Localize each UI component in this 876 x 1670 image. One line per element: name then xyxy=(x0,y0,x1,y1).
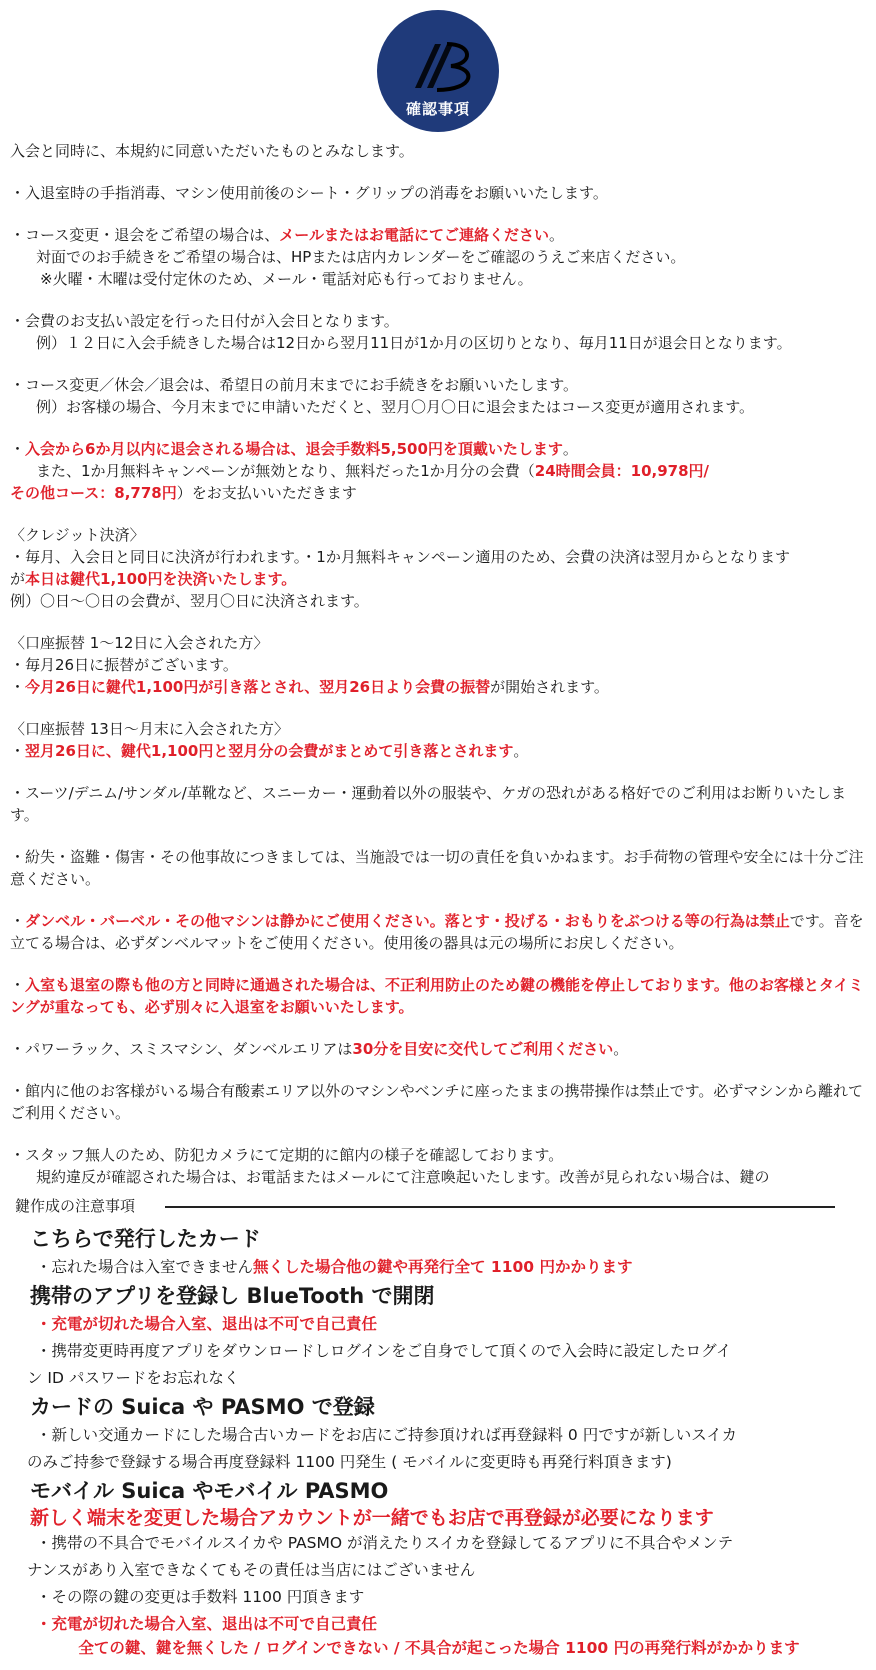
app-key-block: 携帯のアプリを登録し BlueTooth で開閉 ・充電が切れた場合入室、退出は不可で自己責任 ・携帯変更時再度アプリをダウンロードしログインをご自身でして頂くので入会時に設定したログイ ン ID パスワードをお忘れなく xyxy=(30,1281,840,1392)
dress-code-rule: ・スーツ/デニム/サンダル/革靴など、スニーカー・運動着以外の服装や、ケガの恐れがある格好でのご利用はお断りいたします。 xyxy=(10,784,846,824)
mobile-suica-block: モバイル Suica やモバイル PASMO 新しく端末を変更した場合アカウントが一緒でもお店で再登録が必要になります ・携帯の不具合でモバイルスイカや PASMO が消えたりスイカを登録してるアプリに不具合やメンテ ナンスがあり入室できなくてもその責任は当店にはございません ・その際の鍵の変更は手数料 1100 円頂きます ・充電が切れた場合入室、退出は不可で自己責任 xyxy=(30,1476,840,1638)
transfer-early-highlight: 今月26日に鍵代1,100円が引き落とされ、翌月26日より会費の振替 xyxy=(25,678,491,696)
tailgate-highlight: 入室も退室の際も他の方と同時に通過された場合は、不正利用防止のため鍵の機能を停止しております。他のお客様とタイミングが重なっても、必ず別々に入退室をお願いいたします。 xyxy=(10,976,864,1016)
early-cancel-rule: ・入会から6か月以内に退会される場合は、退会手数料5,500円を頂戴いたします。 また、1か月無料キャンペーンが無効となり、無料だった1か月分の会費（24時間会員：10,978円/ その他コース：8,778円）をお支払いいただきます xyxy=(10,440,710,502)
key-notes xyxy=(27,1224,840,1638)
fee-other-highlight: その他コース：8,778円 xyxy=(10,484,177,502)
key-card-fee-highlight: 無くした場合他の鍵や再発行全て 1100 円かかります xyxy=(253,1258,633,1276)
fee-24h-highlight: 24時間会員：10,978円/ xyxy=(534,462,710,480)
quiet-highlight: ダンベル・バーベル・その他マシンは静かにご使用ください。落とす・投げる・おもりをぶつける等の行為は禁止 xyxy=(25,912,790,930)
transfer-late-highlight: 翌月26日に、鍵代1,100円と翌月分の会費がまとめて引き落とされます xyxy=(25,742,514,760)
disinfect-rule: ・入退室時の手指消毒、マシン使用前後のシート・グリップの消毒をお願いいたします。 xyxy=(10,184,608,202)
cancel-fee-highlight: 入会から6か月以内に退会される場合は、退会手数料5,500円を頂戴いたします xyxy=(25,440,563,458)
contact-highlight: メールまたはお電話にてご連絡ください xyxy=(279,226,549,244)
key-fee-highlight: 本日は鍵代1,100円を決済いたします。 xyxy=(25,570,297,588)
reissue-fee-notice: 全ての鍵、鍵を無くした / ログインできない / 不具合が起こった場合 1100 円の再発行料がかかります xyxy=(78,1639,800,1657)
mobile-battery-warning: ・充電が切れた場合入室、退出は不可で自己責任 xyxy=(36,1615,378,1633)
rack-time-highlight: 30分を目安に交代してご利用ください xyxy=(352,1040,614,1058)
suica-card-block: カードの Suica や PASMO で登録 ・新しい交通カードにした場合古いカードをお店にご持参頂ければ再登録料 0 円ですが新しいスイカ のみご持参で登録する場合再度登録料 1100 円発生 ( モバイルに変更時も再発行料頂きます) xyxy=(30,1392,840,1476)
suica-card-title: カードの Suica や PASMO で登録 xyxy=(30,1395,375,1419)
logo-caption: 確認事項 xyxy=(405,100,470,118)
app-key-title: 携帯のアプリを登録し BlueTooth で開閉 xyxy=(30,1284,435,1308)
camera-rule: ・スタッフ無人のため、防犯カメラにて定期的に館内の様子を確認しております。 規約違反が確認された場合は、お電話またはメールにて注意喚起いたします。改善が見られない場合は、鍵の xyxy=(10,1146,770,1186)
heading-divider xyxy=(165,1206,835,1208)
credit-payment-rule: 〈クレジット決済〉 ・毎月、入会日と同日に決済が行われます。・1か月無料キャンペーン適用のため、会費の決済は翌月からとなります が本日は鍵代1,100円を決済いたします。 例）〇日～〇日の会費が、翌月〇日に決済されます。 xyxy=(10,526,790,610)
logo-badge xyxy=(377,10,499,132)
key-card-block: こちらで発行したカード ・忘れた場合は入室できません無くした場合他の鍵や再発行全て 1100 円かかります xyxy=(30,1224,840,1281)
phone-use-rule: ・館内に他のお客様がいる場合有酸素エリア以外のマシンやベンチに座ったままの携帯操作は禁止です。必ずマシンから離れてご利用ください。 xyxy=(10,1082,864,1122)
transfer-early-rule: 〈口座振替 1～12日に入会された方〉 ・毎月26日に振替がございます。 ・今月26日に鍵代1,100円が引き落とされ、翌月26日より会費の振替が開始されます。 xyxy=(10,634,609,696)
liability-rule: ・紛失・盗難・傷害・その他事故につきましては、当施設では一切の責任を負いかねます。お手荷物の管理や安全には十分ご注意ください。 xyxy=(10,848,864,888)
quiet-use-rule: ・ダンベル・バーベル・その他マシンは静かにご使用ください。落とす・投げる・おもりをぶつける等の行為は禁止です。音を立てる場合は、必ずダンベルマットをご使用ください。使用後の器具は元の場所にお戻しください。 xyxy=(10,912,864,952)
key-card-title: こちらで発行したカード xyxy=(30,1227,261,1251)
payment-date-rule: ・会費のお支払い設定を行った日付が入会日となります。 例）１２日に入会手続きした場合は12日から翌月11日が1か月の区切りとなり、毎月11日が退会日となります。 xyxy=(10,312,792,352)
mobile-reregister-warning: 新しく端末を変更した場合アカウントが一緒でもお店で再登録が必要になります xyxy=(30,1507,714,1529)
rack-time-rule: ・パワーラック、スミスマシン、ダンベルエリアは30分を目安に交代してご利用ください。 xyxy=(10,1040,629,1058)
terms-document xyxy=(10,140,868,1208)
transfer-late-rule: 〈口座振替 13日～月末に入会された方〉 ・翌月26日に、鍵代1,100円と翌月分の会費がまとめて引き落とされます。 xyxy=(10,720,529,760)
tailgate-rule: ・入室も退室の際も他の方と同時に通過された場合は、不正利用防止のため鍵の機能を停止しております。他のお客様とタイミングが重なっても、必ず別々に入退室をお願いいたします。 xyxy=(10,976,864,1016)
course-change-rule: ・コース変更・退会をご希望の場合は、メールまたはお電話にてご連絡ください。 対面でのお手続きをご希望の場合は、HPまたは店内カレンダーをご確認のうえご来店ください。 ※火曜・木曜は受付定休のため、メール・電話対応も行っておりません。 xyxy=(10,226,686,288)
key-section-heading xyxy=(15,1195,835,1221)
deadline-rule: ・コース変更／休会／退会は、希望日の前月末までにお手続きをお願いいたします。 例）お客様の場合、今月末までに申請いただくと、翌月〇月〇日に退会またはコース変更が適用されます。 xyxy=(10,376,755,416)
mobile-suica-title: モバイル Suica やモバイル PASMO xyxy=(30,1479,389,1503)
app-battery-warning: ・充電が切れた場合入室、退出は不可で自己責任 xyxy=(36,1315,378,1333)
key-section-title: 鍵作成の注意事項 xyxy=(15,1195,143,1217)
intro-text: 入会と同時に、本規約に同意いただいたものとみなします。 xyxy=(10,142,414,160)
